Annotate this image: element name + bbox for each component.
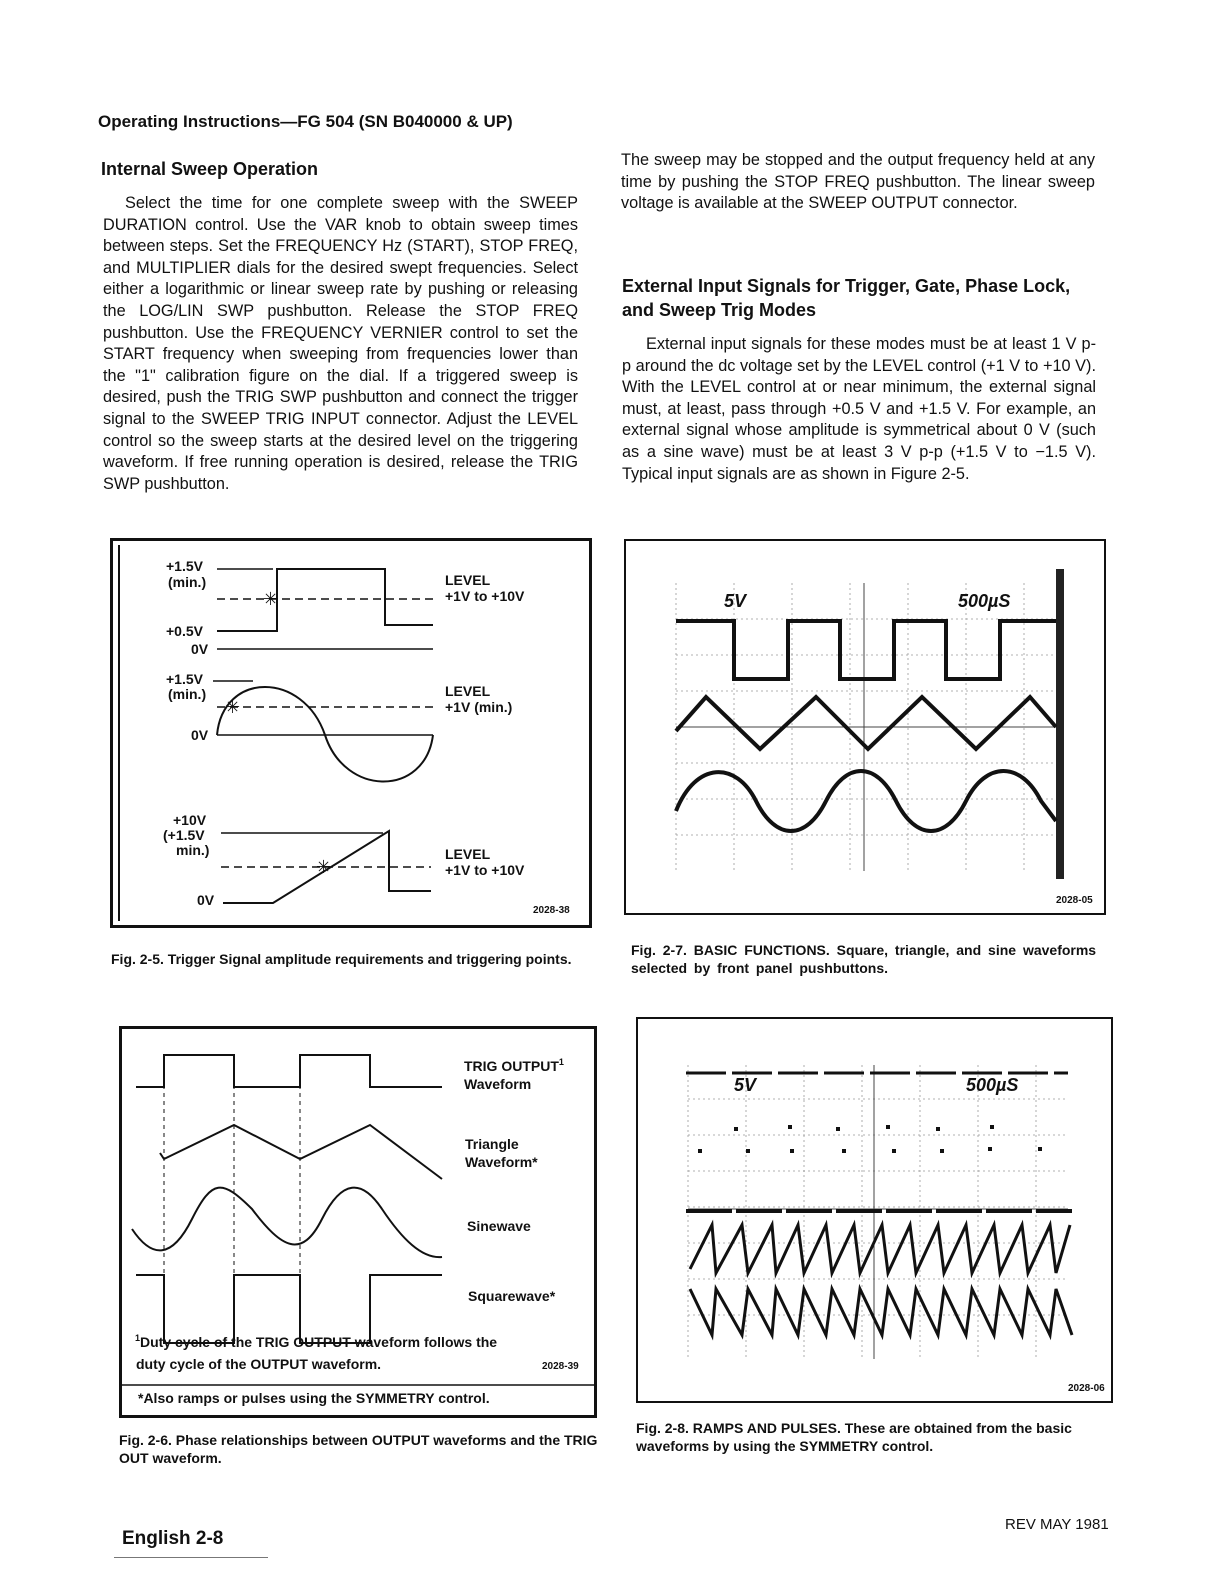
internal-sweep-paragraph: Select the time for one complete sweep with the SWEEP DURATION control. Use the VAR knob to obtain sweep times between steps. Set the FREQUENCY Hz (START), STOP FREQ, and MULTIPLIER dials for the desired swept frequencies. Select either a logarithmic or linear sweep rate by pushing or releasing the LOG/LIN SWP pushbutton. Release the STOP FREQ pushbutton. Use the FREQUENCY VERNIER control to set the START frequency when sweeping from frequencies lower than the "1" calibration figure on the dial. If a triggered sweep is desired, push the TRIG SWP pushbutton and connect the trigger signal to the SWEEP TRIG INPUT connector. Adjust the LEVEL control so the sweep starts at the desired level on the triggering waveform. If free running operation is desired, release the TRIG SWP pushbutton.: [103, 194, 578, 493]
figure-2-5: [110, 538, 592, 928]
fig-2-8-time: 500µS: [966, 1075, 1019, 1095]
fig-2-8-id: 2028-06: [1068, 1383, 1105, 1394]
fig-2-5-caption: Fig. 2-5. Trigger Signal amplitude requirements and triggering points.: [111, 951, 572, 967]
scope-sine-trace: [676, 771, 1056, 831]
sweep-stop-paragraph: The sweep may be stopped and the output frequency held at any time by pushing the STOP FREQ pushbutton. The linear sweep voltage is available at the SWEEP OUTPUT connector.: [621, 151, 1095, 213]
scope-basic-functions: [626, 541, 1104, 913]
sine-level-range: +1V (min.): [445, 699, 513, 715]
sine-level-label: LEVEL: [445, 683, 491, 699]
label-squarewave: Squarewave*: [468, 1288, 556, 1304]
squarewave-trace: [136, 1275, 442, 1343]
label-triangle: Triangle: [465, 1136, 519, 1152]
sine-vhigh-sub-label: (min.): [168, 686, 207, 702]
fig-2-7-volts: 5V: [724, 591, 747, 611]
sq-vhigh-sub-label: (min.): [168, 574, 207, 590]
trigger-diagram: [113, 541, 589, 925]
sinewave-trace: [132, 1188, 442, 1258]
sq-level-range: +1V to +10V: [445, 588, 525, 604]
svg-text:✳: ✳: [225, 697, 241, 717]
section-heading-external-input: External Input Signals for Trigger, Gate, Phase Lock, and Sweep Trig Modes: [622, 276, 1071, 320]
revision-date: REV MAY 1981: [1005, 1516, 1109, 1533]
ramp-vtop-label: +10V: [173, 812, 207, 828]
sq-vhigh-label: +1.5V: [166, 558, 203, 574]
note2: *Also ramps or pulses using the SYMMETRY control.: [138, 1390, 490, 1406]
page-header: Operating Instructions—FG 504 (SN B040000 & UP): [98, 112, 513, 131]
section-heading-internal-sweep: Internal Sweep Operation: [101, 159, 319, 179]
scope-triangle-trace: [676, 697, 1056, 749]
ramp-level-range: +1V to +10V: [445, 862, 525, 878]
scope-ramps-pulses: [638, 1019, 1111, 1401]
ramp-vmid-label: (+1.5V: [163, 827, 205, 843]
label-trig-output-sub: Waveform: [464, 1076, 532, 1092]
square-wave-trace: [217, 569, 433, 631]
fig-2-6-caption: Fig. 2-6. Phase relationships between OUTPUT waveforms and the TRIG OUT waveform.: [119, 1432, 598, 1466]
figure-2-6: [119, 1026, 597, 1418]
phase-diagram: [122, 1029, 594, 1415]
note1-line1: $^1$Duty cycle of the TRIG OUTPUT waveform follows the: [135, 1333, 498, 1350]
fig-2-7-caption: Fig. 2-7. BASIC FUNCTIONS. Square, triangle, and sine waveforms selected by front panel pushbuttons.: [631, 942, 1097, 976]
ramp-level-label: LEVEL: [445, 846, 491, 862]
label-sinewave: Sinewave: [467, 1218, 531, 1234]
figure-2-7: [624, 539, 1106, 915]
sq-vzero-label: 0V: [191, 641, 209, 657]
fig-2-8-volts: 5V: [734, 1075, 757, 1095]
trig-output-trace: [136, 1055, 442, 1087]
sine-vzero-label: 0V: [191, 727, 209, 743]
ramp-down-trace: [690, 1289, 1072, 1335]
fig-2-7-id: 2028-05: [1056, 895, 1093, 906]
ramp-up-trace: [690, 1225, 1070, 1273]
page-number: English 2-8: [122, 1528, 224, 1549]
fig-2-7-time: 500µS: [958, 591, 1011, 611]
label-trig-output: TRIG OUTPUT$^1$: [464, 1057, 564, 1074]
note1-line2: duty cycle of the OUTPUT waveform.: [136, 1356, 382, 1372]
svg-text:✳: ✳: [316, 857, 332, 877]
triangle-trace: [160, 1125, 442, 1179]
svg-text:✳: ✳: [263, 589, 279, 609]
external-input-paragraph: External input signals for these modes must be at least 1 V p-p around the dc voltage set by the LEVEL control (+1 V to +10 V). With the LEVEL control at or near minimum, the external signal must, at least, pass through +0.5 V and +1.5 V. For example, an external signal whose amplitude is symmetrical about 0 V (such as a sine wave) must be at least 3 V p-p (+1.5 V to −1.5 V). Typical input signals are as shown in Figure 2-5.: [622, 335, 1096, 483]
sine-vhigh-label: +1.5V: [166, 671, 203, 687]
label-triangle-sub: Waveform*: [465, 1154, 538, 1170]
sq-vlow-label: +0.5V: [166, 623, 203, 639]
scope-square-trace: [676, 621, 1056, 679]
ramp-vmid-sub-label: min.): [176, 842, 210, 858]
figure-2-8: [636, 1017, 1113, 1403]
sq-level-label: LEVEL: [445, 572, 491, 588]
fig-2-6-id: 2028-39: [542, 1361, 579, 1372]
fig-2-5-id: 2028-38: [533, 905, 570, 916]
fig-2-8-caption: Fig. 2-8. RAMPS AND PULSES. These are obtained from the basic waveforms by using the SYMMETRY control.: [636, 1420, 1072, 1454]
footer-underline: [114, 1557, 268, 1558]
ramp-vzero-label: 0V: [197, 892, 215, 908]
